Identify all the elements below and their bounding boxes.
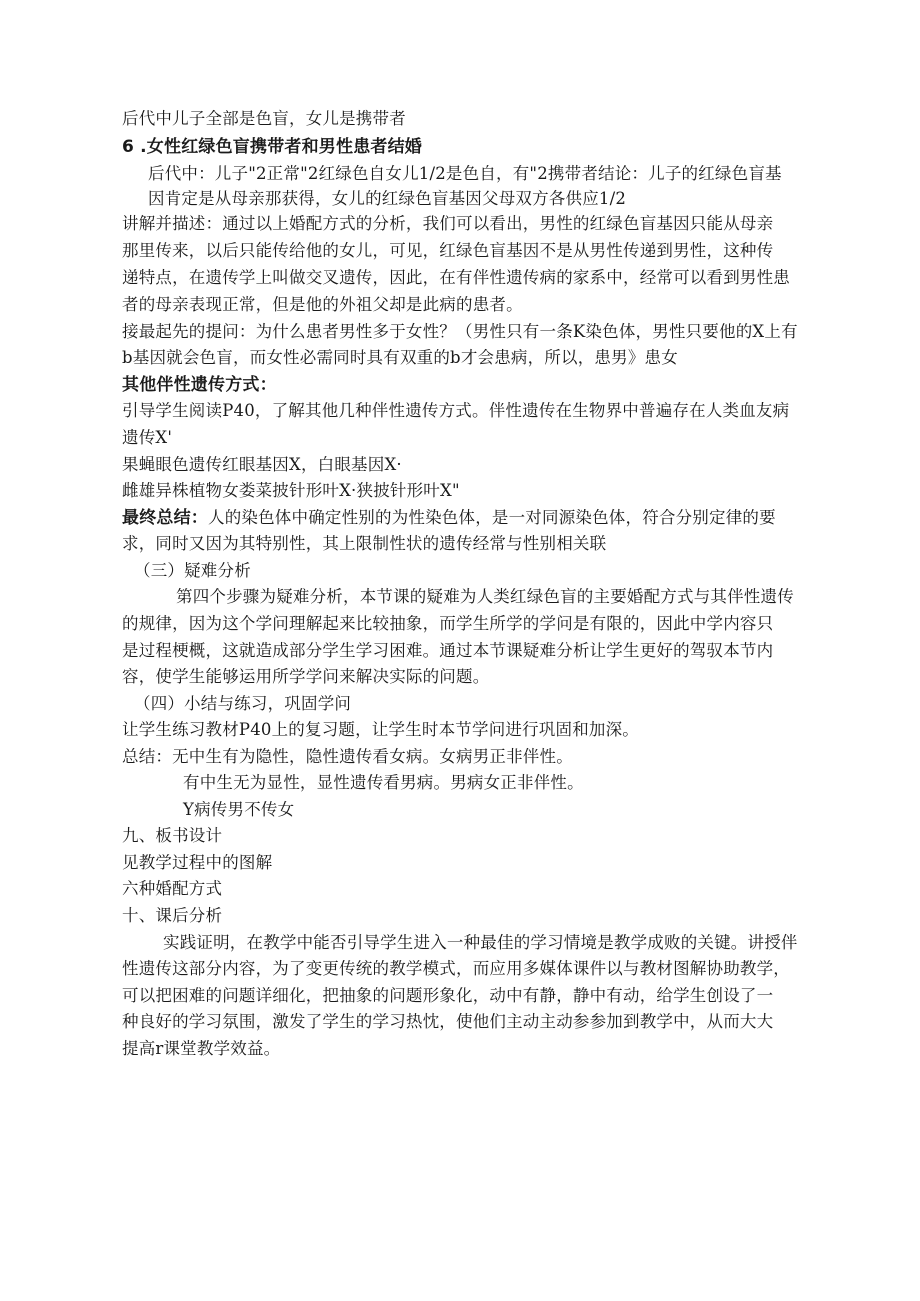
text-line: 递特点，在遗传学上叫做交叉遗传，因此，在有伴性遗传病的家系中，经常可以看到男性患	[122, 268, 790, 287]
text-line: 实践证明，在教学中能否引导学生进入一种最佳的学习情境是教学成败的关键。讲授伴	[163, 933, 798, 952]
text-line: 求，同时又因为其特别性，其上限制性状的遗传经常与性别相关联	[122, 534, 607, 553]
text-line: b基因就会色盲，而女性必需同时具有双重的b才会患病，所以，患男》患女	[122, 348, 678, 367]
subsection-heading: （三）疑难分析	[134, 561, 251, 580]
text-line: 者的母亲表现正常，但是他的外祖父却是此病的患者。	[122, 295, 523, 314]
subsection-heading: （四）小结与练习，巩固学问	[134, 694, 352, 713]
section-heading: 十、课后分析	[122, 906, 223, 925]
text-line: 有中生无为显性，显性遗传看男病。男病女正非伴性。	[183, 773, 584, 792]
text-line: 雌雄异株植物女娄菜披针形叶X·狭披针形叶X"	[122, 481, 460, 500]
text-line: 果蝇眼色遗传红眼基因X，白眼基因X·	[122, 455, 402, 474]
text-line: 六种婚配方式	[122, 879, 223, 898]
text-line: 是过程梗概，这就造成部分学生学习困难。通过本节课疑难分析让学生更好的驾驭本节内	[122, 641, 774, 660]
section-heading: 6 .女性红绿色盲携带者和男性患者结婚	[122, 137, 423, 157]
summary-heading: 最终总结：	[122, 508, 208, 528]
text-line: 讲解并描述：通过以上婚配方式的分析，我们可以看出，男性的红绿色盲基因只能从母亲	[122, 214, 774, 233]
text-line: 让学生练习教材P40上的复习题，让学生时本节学问进行巩固和加深。	[122, 720, 639, 739]
text-line: 那里传来，以后只能传给他的女儿，可见，红绿色盲基因不是从男性传递到男性，这种传	[122, 241, 774, 260]
text-line: Y病传男不传女	[183, 800, 295, 819]
text-line: 接最起先的提问：为什么患者男性多于女性？（男性只有一条K染色体，男性只要他的X上有	[122, 322, 798, 341]
text-line: 第四个步骤为疑难分析，本节课的疑难为人类红绿色盲的主要婚配方式与其伴性遗传	[176, 587, 794, 606]
text-line: 种良好的学习氛围，激发了学生的学习热忱，使他们主动主动参参加到教学中，从而大大	[122, 1012, 774, 1031]
text-line: 总结：无中生有为隐性，隐性遗传看女病。女病男正非伴性。	[122, 747, 573, 766]
section-heading: 九、板书设计	[122, 826, 223, 845]
text-line: 可以把困难的问题详细化，把抽象的问题形象化，动中有静，静中有动，给学生创设了一	[122, 986, 774, 1005]
text-line: 提高r课堂教学效益。	[122, 1039, 281, 1058]
summary-text: 人的染色体中确定性别的为性染色体，是一对同源染色体，符合分别定律的要	[208, 508, 776, 527]
text-line: 见教学过程中的图解	[122, 853, 273, 872]
text-line: 后代中：儿子"2正常"2红绿色自女儿1/2是色自，有"2携带者结论：儿子的红绿色盲基	[148, 164, 782, 183]
summary-line	[122, 507, 857, 529]
text-line: 引导学生阅读P40，了解其他几种伴性遗传方式。伴性遗传在生物界中普遍存在人类血友病	[122, 401, 790, 420]
text-line: 因肯定是从母亲那获得，女儿的红绿色盲基因父母双方各供应1/2	[148, 189, 627, 208]
text-line: 性遗传这部分内容，为了变更传统的教学模式，而应用多媒体课件以与教材图解协助教学，	[122, 959, 790, 978]
text-line: 容，使学生能够运用所学学问来解决实际的问题。	[122, 667, 490, 686]
text-line: 的规律，因为这个学问理解起来比较抽象，而学生所学的学问是有限的，因此中学内容只	[122, 614, 774, 633]
text-line: 后代中儿子全部是色盲，女儿是携带者	[122, 109, 406, 128]
text-line: 遗传X'	[122, 428, 173, 447]
section-heading: 其他伴性遗传方式：	[122, 375, 277, 395]
